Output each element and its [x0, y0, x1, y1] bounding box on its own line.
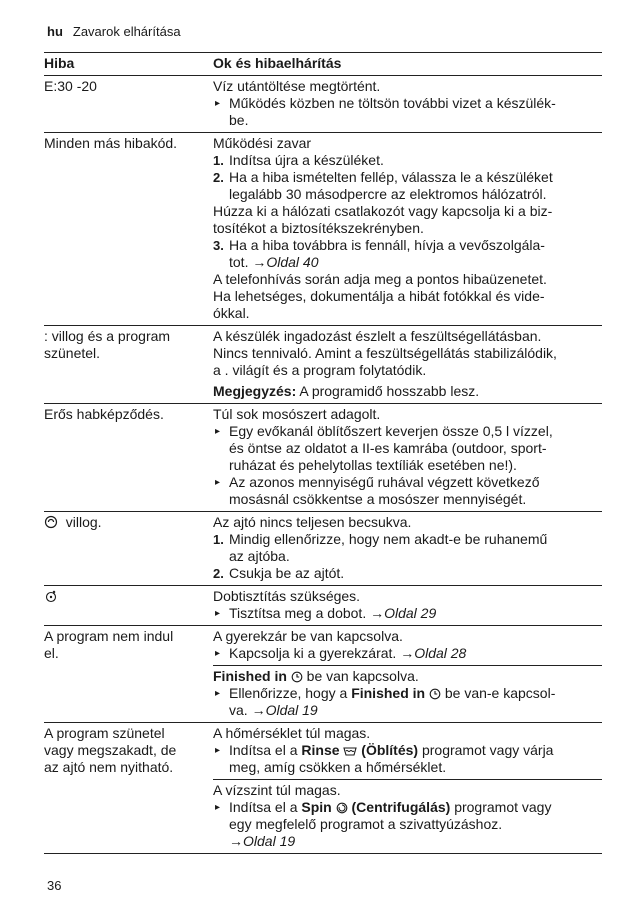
- bullet-item: ▸ Kapcsolja ki a gyerekzárat. →Oldal 28: [213, 645, 602, 662]
- section-title: Zavarok elhárítása: [72, 24, 181, 39]
- page-reference-link[interactable]: →Oldal 28: [400, 645, 467, 661]
- fault-cell: [44, 586, 213, 625]
- remedy-cell: [213, 326, 602, 403]
- table-header-row: [44, 52, 602, 75]
- rinse-icon: [343, 745, 357, 757]
- note: Megjegyzés: A programidő hosszabb lesz.: [213, 383, 480, 399]
- fault-cell: villog.: [44, 512, 213, 585]
- table-row: [44, 722, 602, 854]
- table-row: [44, 625, 602, 722]
- bullet-item: ▸ Indítsa el a Spin (Centrifugálás) programot vagy egy megfelelő programot a szivattyúzáshoz. →Oldal 19: [213, 799, 602, 850]
- fault-cell: : villog és a program szünetel.: [44, 328, 171, 361]
- page-header: [47, 24, 181, 39]
- fault-cell: E:30 -20: [44, 78, 97, 94]
- table-row: [44, 585, 602, 625]
- remedy-cell: [213, 723, 602, 779]
- cause-text: A gyerekzár be van kapcsolva.: [213, 628, 403, 644]
- column-header-fault: Hiba: [44, 55, 75, 71]
- bullet-item: ▸ Ellenőrizze, hogy a Finished in be van-e kapcsol- va. →Oldal 19: [213, 685, 602, 719]
- step-item: 2. Ha a hiba ismételten fellép, válassza le a készüléket legalább 30 másodpercre az elektromos hálózatról.: [213, 169, 553, 202]
- table-row: [44, 325, 602, 403]
- troubleshooting-table: [44, 52, 602, 854]
- paragraph: Húzza ki a hálózati csatlakozót vagy kapcsolja ki a biz- tosítékot a biztosítékszekrényben.: [213, 203, 553, 236]
- remedy-cell: [213, 404, 602, 511]
- page-reference-link[interactable]: →Oldal 40: [252, 254, 319, 270]
- paragraph: a . világít és a program folytatódik.: [213, 362, 427, 378]
- paragraph: Nincs tennivaló. Amint a feszültségellátás stabilizálódik,: [213, 345, 557, 361]
- cause-text: A vízszint túl magas.: [213, 782, 341, 798]
- cause-text: A hőmérséklet túl magas.: [213, 725, 371, 741]
- page-number: 36: [47, 878, 62, 893]
- cause-text: Finished in be van kapcsolva.: [213, 668, 419, 684]
- step-item: 1. Indítsa újra a készüléket.: [213, 152, 384, 168]
- fault-cell: A program nem indul el.: [44, 628, 174, 661]
- remedy-cell: [213, 779, 602, 853]
- bullet-item: ▸ Az azonos mennyiségű ruhával végzett következő mosásnál csökkentse a mosószer mennyiségét.: [213, 474, 602, 508]
- bullet-item: ▸ Működés közben ne töltsön további vizet a készülék- be.: [213, 95, 602, 129]
- door-lock-icon: [44, 515, 58, 529]
- cause-text: Működési zavar: [213, 135, 312, 151]
- spin-icon: [336, 802, 348, 814]
- remedy-cell: [213, 133, 602, 325]
- column-header-remedy: Ok és hibaelhárítás: [213, 55, 342, 71]
- step-item: 1. Mindig ellenőrizze, hogy nem akadt-e be ruhanemű az ajtóba.: [213, 531, 548, 564]
- cause-text: Túl sok mosószert adagolt.: [213, 406, 381, 422]
- clock-icon: [291, 671, 303, 683]
- remedy-cell: [213, 665, 602, 722]
- cause-text: Víz utántöltése megtörtént.: [213, 78, 381, 94]
- language-code: hu: [47, 24, 63, 39]
- page-reference-link[interactable]: →Oldal 19: [229, 833, 296, 849]
- cause-text: Az ajtó nincs teljesen becsukva.: [213, 514, 412, 530]
- table-row: [44, 75, 602, 132]
- remedy-cell: [213, 586, 602, 625]
- fault-cell: Minden más hibakód.: [44, 135, 178, 151]
- cause-text: Dobtisztítás szükséges.: [213, 588, 361, 604]
- remedy-cell: [213, 76, 602, 132]
- paragraph: A telefonhívás során adja meg a pontos hibaüzenetet.: [213, 271, 547, 287]
- drum-clean-icon: [44, 589, 58, 603]
- page-reference-link[interactable]: →Oldal 29: [370, 605, 437, 621]
- table-row: [44, 511, 602, 585]
- fault-cell: Erős habképződés.: [44, 406, 164, 422]
- cause-text: A készülék ingadozást észlelt a feszültségellátásban.: [213, 328, 542, 344]
- fault-cell: A program szünetel vagy megszakadt, de az ajtó nem nyitható.: [44, 725, 177, 775]
- remedy-cell: [213, 626, 602, 665]
- step-item: 3. Ha a hiba továbbra is fennáll, hívja a vevőszolgála- tot. →Oldal 40: [213, 237, 545, 270]
- remedy-cell: [213, 512, 602, 585]
- bullet-item: ▸ Indítsa el a Rinse (Öblítés) programot vagy várja meg, amíg csökken a hőmérséklet.: [213, 742, 602, 776]
- table-row: [44, 132, 602, 325]
- clock-icon: [429, 688, 441, 700]
- table-row: [44, 403, 602, 511]
- bullet-item: ▸ Tisztítsa meg a dobot. →Oldal 29: [213, 605, 602, 622]
- bullet-item: ▸ Egy evőkanál öblítőszert keverjen össze 0,5 l vízzel, és öntse az oldatot a II-es kamrába (outdoor, sport- ruházat és pehelytollas textíliák esetében ne!).: [213, 423, 602, 474]
- step-item: 2. Csukja be az ajtót.: [213, 565, 345, 581]
- paragraph: Ha lehetséges, dokumentálja a hibát fotókkal és vide- ókkal.: [213, 288, 545, 321]
- page-reference-link[interactable]: →Oldal 19: [251, 702, 318, 718]
